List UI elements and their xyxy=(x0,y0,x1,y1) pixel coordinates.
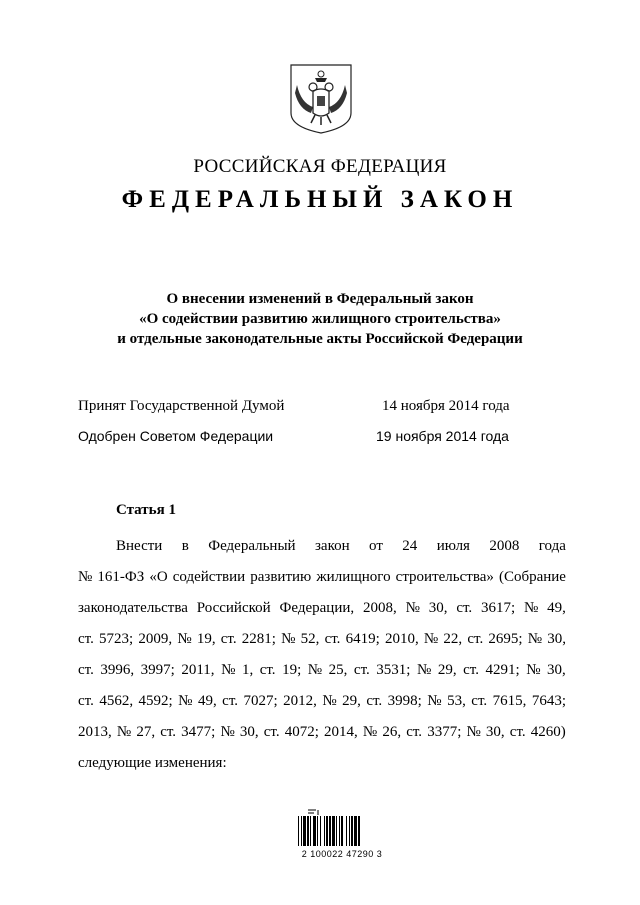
word: 2695; xyxy=(488,631,523,647)
word: 4072; xyxy=(284,724,319,740)
word: Федерации, xyxy=(279,600,355,616)
word: ст. xyxy=(456,600,473,616)
word: ст. xyxy=(259,662,276,678)
word: 29, xyxy=(437,662,457,678)
article-line xyxy=(78,565,566,596)
word: ст. xyxy=(353,662,370,678)
word: № xyxy=(423,631,439,647)
word: 49, xyxy=(547,600,566,616)
word: № xyxy=(78,569,93,585)
word: (Собрание xyxy=(498,569,566,585)
word: 4260) xyxy=(530,724,566,740)
word: развитию xyxy=(250,569,312,585)
word: № xyxy=(526,662,541,678)
word: 30, xyxy=(239,724,259,740)
document-type: ФЕДЕРАЛЬНЫЙ ЗАКОН xyxy=(121,186,519,213)
word: 49, xyxy=(197,693,217,709)
word: 161-ФЗ xyxy=(97,569,145,585)
word: ст. xyxy=(406,724,423,740)
duma-label: Принят Государственной Думой xyxy=(78,398,285,414)
article-line xyxy=(78,627,566,658)
word: 2012, xyxy=(283,693,317,709)
barcode-icon xyxy=(294,808,390,848)
word: ст. xyxy=(263,724,280,740)
article-text xyxy=(78,534,566,782)
barcode xyxy=(294,808,390,859)
word: № xyxy=(466,724,481,740)
law-title-line: О внесении изменений в Федеральный закон xyxy=(166,291,474,307)
article-first-line xyxy=(78,534,566,565)
word: 3998; xyxy=(387,693,422,709)
article-heading: Статья 1 xyxy=(116,502,176,518)
word: содействии xyxy=(172,569,246,585)
word: 30, xyxy=(485,724,505,740)
word: 24 xyxy=(402,538,418,554)
word: 25, xyxy=(328,662,348,678)
word: 2010, xyxy=(384,631,419,647)
word: ст. xyxy=(366,693,383,709)
law-title-line: и отдельные законодательные акты Российской Федерации xyxy=(117,331,523,347)
word: 3996, xyxy=(100,662,135,678)
duma-date: 14 ноября 2014 года xyxy=(382,398,510,414)
word: 30, xyxy=(428,600,448,616)
word: 1, xyxy=(241,662,254,678)
word: 30, xyxy=(547,631,566,647)
word: 2009, xyxy=(138,631,173,647)
word: 3531; xyxy=(376,662,411,678)
word: ст. xyxy=(78,631,94,647)
word: 2281; xyxy=(241,631,276,647)
word: 4562, xyxy=(99,693,134,709)
word: 30, xyxy=(547,662,566,678)
word: ст. xyxy=(220,631,237,647)
word: № xyxy=(178,693,193,709)
word: ст. xyxy=(471,693,488,709)
council-date: 19 ноября 2014 года xyxy=(376,428,509,444)
word: 5723; xyxy=(99,631,134,647)
word: в xyxy=(181,538,189,554)
country-name: РОССИЙСКАЯ ФЕДЕРАЦИЯ xyxy=(193,156,447,177)
word: 52, xyxy=(300,631,320,647)
word: 26, xyxy=(382,724,402,740)
word: 3477; xyxy=(181,724,216,740)
word: 3997; xyxy=(140,662,175,678)
word: № xyxy=(220,724,235,740)
word: ст. xyxy=(463,662,479,678)
word: № xyxy=(527,631,543,647)
article-last-line: следующие изменения: xyxy=(78,755,227,771)
word: ст. xyxy=(324,631,341,647)
word: «О xyxy=(149,569,168,585)
word: ст. xyxy=(160,724,177,740)
council-label: Одобрен Советом Федерации xyxy=(78,428,274,444)
word: № xyxy=(427,693,442,709)
word: № xyxy=(221,662,236,678)
word: 2014, xyxy=(324,724,358,740)
word: 2011, xyxy=(181,662,215,678)
word: № xyxy=(524,600,539,616)
law-title-line: «О содействии развитию жилищного строительства» xyxy=(139,311,501,327)
word: 3617; xyxy=(481,600,516,616)
word: от xyxy=(369,538,383,554)
word: ст. xyxy=(509,724,526,740)
word: № xyxy=(281,631,296,647)
word: 4291; xyxy=(485,662,520,678)
word: 2013, xyxy=(78,724,112,740)
word: ст. xyxy=(78,693,94,709)
word: ст. xyxy=(467,631,484,647)
article-line xyxy=(78,658,566,689)
word: Российской xyxy=(196,600,271,616)
word: Федеральный xyxy=(208,538,296,554)
word: 7643; xyxy=(531,693,566,709)
state-emblem-icon xyxy=(289,63,353,135)
word: № xyxy=(362,724,378,740)
word: 6419; xyxy=(345,631,380,647)
word: 27, xyxy=(136,724,156,740)
article-line xyxy=(78,689,566,720)
word: 53, xyxy=(447,693,466,709)
law-title xyxy=(0,289,640,349)
word: 29, xyxy=(342,693,361,709)
word: 4592; xyxy=(138,693,173,709)
word: 2008 xyxy=(489,538,520,554)
word: года xyxy=(538,538,566,554)
word: 19; xyxy=(282,662,302,678)
word: 22, xyxy=(443,631,463,647)
word: ст. xyxy=(78,662,94,678)
word: закон xyxy=(314,538,350,554)
word: 3377; xyxy=(427,724,462,740)
barcode-number: 2 100022 47290 3 xyxy=(301,849,383,859)
word: 19, xyxy=(196,631,216,647)
article-line xyxy=(78,720,566,751)
word: законодательства xyxy=(78,600,188,616)
word: строительства» xyxy=(395,569,494,585)
word: 7027; xyxy=(243,693,278,709)
word: июля xyxy=(436,538,470,554)
word: № xyxy=(405,600,420,616)
word: № xyxy=(322,693,337,709)
word: Внести xyxy=(116,538,163,554)
word: № xyxy=(177,631,192,647)
word: ст. xyxy=(222,693,239,709)
word: 7615, xyxy=(492,693,527,709)
article-line xyxy=(78,596,566,627)
word: 2008, xyxy=(362,600,397,616)
word: жилищного xyxy=(316,569,391,585)
word: № xyxy=(417,662,432,678)
word: № xyxy=(116,724,132,740)
word: № xyxy=(307,662,323,678)
